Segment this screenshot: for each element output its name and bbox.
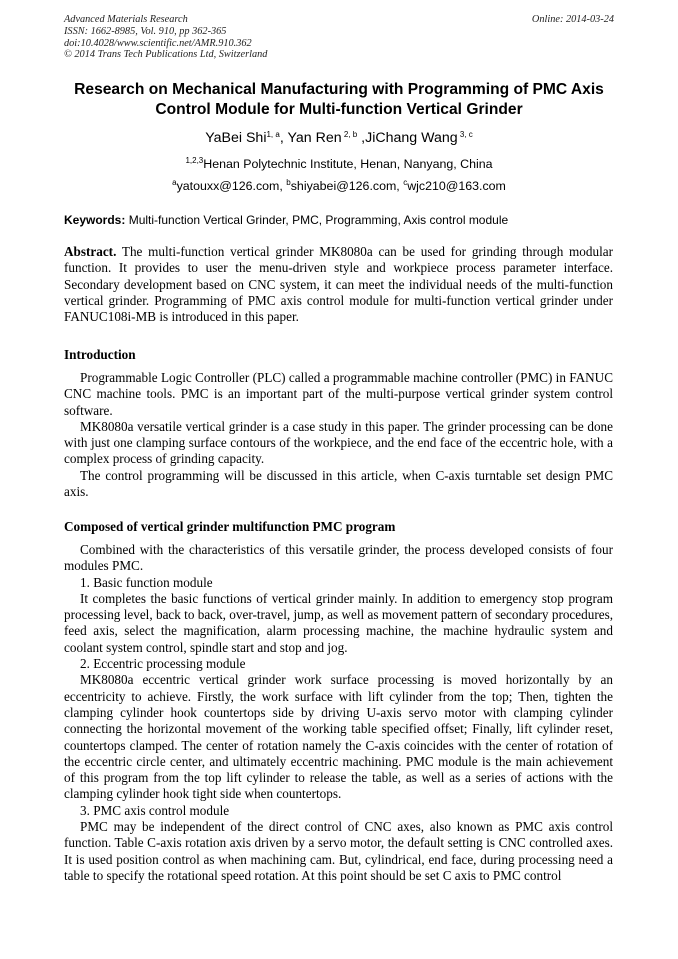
doi-line: doi:10.4028/www.scientific.net/AMR.910.362 (64, 37, 252, 49)
keywords (64, 212, 624, 228)
title-line-2: Control Module for Multi-function Vertical Grinder (155, 100, 523, 118)
introduction-section (64, 370, 613, 500)
journal-name: Advanced Materials Research (64, 14, 188, 25)
title-line-1: Research on Mechanical Manufacturing with Programming of PMC Axis (74, 81, 604, 98)
section-heading-composed: Composed of vertical grinder multifunction PMC program (64, 519, 396, 534)
paragraph: It completes the basic functions of vertical grinder mainly. In addition to emergency stop program processing level, back to back, over-travel, jump, as well as movement pattern of secondary procedures, feed axis, select the magnification, alarm processing machine, the machine hydraulic system and coolant system control, spindle start and stop and jog. (64, 590, 613, 655)
author-3-affil: 3, c (457, 130, 473, 139)
author-1: YaBei Shi (205, 130, 267, 146)
paragraph: Programmable Logic Controller (PLC) called a programmable machine controller (PMC) in FANUC CNC machine tools. PMC is an important part of the multi-purpose vertical grinder system control software. (64, 370, 613, 418)
copyright-line: © 2014 Trans Tech Publications Ltd, Switzerland (64, 49, 268, 61)
paragraph: MK8080a eccentric vertical grinder work surface processing is moved horizontally by an eccentricity to achieve. Firstly, the work surface with lift cylinder from the top; Then, tighten the clamping cylinder hook countertops side by driving U-axis servo motor with clamping cylinder connecting the horizontal movement of the working table specified offset; Finally, lift cylinder reset, countertops clamped. The center of rotation namely the C-axis coincides with the center of rotation of the eccentric circle center, and ultimately eccentric machining. PMC module is the main achievement of this program from the top lift cylinder to release the table, as well as a series of actions with the clamping cylinder hook tight side when countertops. (64, 672, 613, 802)
affiliation-text: Henan Polytechnic Institute, Henan, Nanyang, China (203, 157, 493, 171)
email-mark-b: b (286, 178, 291, 187)
subsection-label: 2. Eccentric processing module (80, 656, 246, 672)
section-heading-introduction: Introduction (64, 347, 136, 362)
paragraph: MK8080a versatile vertical grinder is a case study in this paper. The grinder processing can be done with just one clamping surface contours of the workpiece, and the end face of the eccentric hole, with a complex process of grinding capacity. (64, 418, 613, 467)
paper-title (40, 80, 638, 119)
author-3: JiChang Wang (365, 130, 458, 146)
affiliation (40, 156, 638, 172)
email-list (40, 178, 638, 194)
journal-header (64, 14, 616, 61)
paragraph: Combined with the characteristics of this versatile grinder, the process developed consists of four modules PMC. (64, 542, 613, 574)
abstract-text: The multi-function vertical grinder MK8080a can be used for grinding through modular function. It provides to user the menu-driven style and workpiece process parameter interface. Secondary development based on CNC system, it can meet the individual needs of the multi-function vertical grinder. Programming of PMC axis control module for multi-function vertical grinder under FANUC108i-MB is introduced in this paper. (64, 244, 613, 325)
affiliation-marks: 1,2,3 (185, 156, 204, 165)
author-separator: , (357, 130, 366, 146)
keywords-text: Multi-function Vertical Grinder, PMC, Programming, Axis control module (125, 213, 509, 227)
subsection-label: 3. PMC axis control module (80, 802, 230, 818)
subsection-label: 1. Basic function module (80, 574, 213, 590)
issn-line: ISSN: 1662-8985, Vol. 910, pp 362-365 (64, 25, 227, 37)
composed-section (64, 542, 613, 884)
author-separator: , (279, 130, 288, 146)
author-1-affil: 1, a (266, 130, 280, 139)
paragraph: PMC may be independent of the direct control of CNC axes, also known as PMC axis control function. Table C-axis rotation axis driven by a servo motor, the default setting is CNC controlled axes. It is used position control as when machining cam. But, cylindrical, end face, during processing need a table to specify the rotational speed rotation. At this point should be set C axis to PMC control (64, 819, 613, 883)
email-mark-a: a (172, 178, 177, 187)
email-mark-c: c (403, 178, 408, 187)
keywords-label: Keywords: (64, 213, 126, 227)
email-c: wjc210@163.com (407, 179, 506, 193)
author-list (40, 129, 638, 147)
email-b: shiyabei@126.com, (290, 179, 404, 193)
abstract-label: Abstract. (64, 244, 117, 259)
paragraph: The control programming will be discussed in this article, when C-axis turntable set design PMC axis. (64, 467, 613, 500)
author-2-affil: 2, b (341, 130, 358, 139)
email-a: yatouxx@126.com, (176, 179, 287, 193)
abstract (64, 244, 613, 325)
author-2: Yan Ren (287, 130, 342, 146)
online-date: Online: 2014-03-24 (531, 14, 614, 25)
